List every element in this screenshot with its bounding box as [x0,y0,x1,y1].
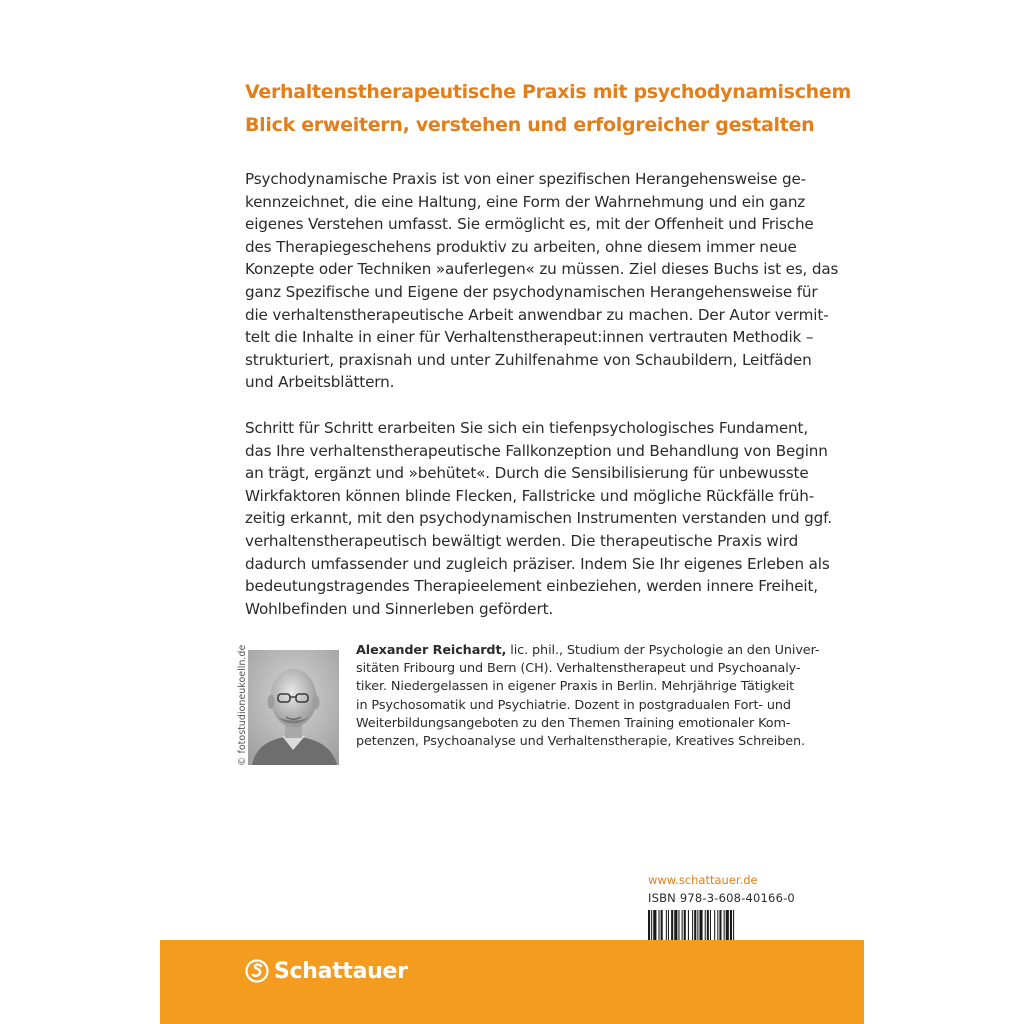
barcode-bar [717,910,718,940]
photo-credit: © fotostudioneukoelln.de [237,644,248,766]
barcode-bar [710,910,711,940]
barcode-bar [724,910,725,940]
barcode-bar [671,910,673,940]
text-line: Konzepte oder Techniken »auferlegen« zu müssen. Ziel dieses Buchs ist es, das [245,260,839,279]
author-name: Alexander Reichardt, [356,643,507,658]
text-line: das Ihre verhaltenstherapeutische Fallkonzeption und Behandlung von Beginn [245,441,828,460]
text-line: verhaltenstherapeutisch bewältigt werden. Die therapeutische Praxis wird [245,531,799,550]
barcode-bar [674,910,677,940]
text-line: Psychodynamische Praxis ist von einer spezifischen Herangehensweise ge- [245,170,806,188]
bio-text: lic. phil., Studium der Psychologie an den Univer- [506,643,820,658]
barcode-bar [726,910,729,940]
barcode-bar [692,910,693,940]
barcode-bar [707,910,709,940]
bio-line: Weiterbildungsangeboten zu den Themen Training emotionaler Kom- [356,715,791,731]
text-line: kennzeichnet, die eine Haltung, eine Form der Wahrnehmung und ein ganz [245,192,806,211]
barcode-bar [697,910,698,940]
bio-first-line [356,642,820,660]
description-paragraph-1 [245,168,839,394]
isbn: ISBN 978-3-608-40166-0 [648,891,795,905]
author-portrait-image [248,650,339,765]
title-line-2: Blick erweitern, verstehen und erfolgreicher gestalten [245,114,815,136]
barcode-bar [653,910,656,940]
barcode-bar [730,910,732,940]
barcode-bar [694,910,696,940]
publisher-logo [244,958,408,984]
text-line: telt die Inhalte in einer für Verhaltenstherapeut:innen vertrauten Methodik – [245,328,814,347]
text-line: Wohlbefinden und Sinnerleben gefördert. [245,599,554,618]
barcode-bar [678,910,679,940]
barcode-bar [651,910,652,940]
text-line: eigenes Verstehen umfasst. Sie ermöglicht es, mit der Offenheit und Frische [245,215,814,234]
schattauer-logo-icon [244,958,270,984]
text-line: ganz Spezifische und Eigene der psychodynamischen Herangehensweise für [245,282,818,301]
author-photo [248,650,339,765]
text-line: des Therapiegeschehens produktiv zu arbeiten, ohne diesem immer neue [245,237,797,256]
barcode-bar [688,910,689,940]
barcode-bar [719,910,721,940]
author-bio [356,642,820,751]
barcode-bar [661,910,663,940]
text-line: die verhaltenstherapeutische Arbeit anwendbar zu machen. Der Autor vermit- [245,305,829,324]
publisher-footer [160,940,864,1024]
text-line: an trägt, ergänzt und »behütet«. Durch die Sensibilisierung für unbewusste [245,464,809,483]
text-line: Schritt für Schritt erarbeiten Sie sich ein tiefenpsychologisches Fundament, [245,419,808,437]
bio-line: in Psychosomatik und Psychiatrie. Dozent in postgradualen Fort- und [356,697,791,713]
text-line: Wirkfaktoren können blinde Flecken, Fallstricke und mögliche Rückfälle früh- [245,486,815,505]
barcode-bar [648,910,650,940]
bio-line: sitäten Fribourg und Bern (CH). Verhaltenstherapeut und Psychoanaly- [356,661,801,677]
text-line: bedeutungstragendes Therapieelement einbeziehen, werden innere Freiheit, [245,577,818,596]
barcode-bar [666,910,667,940]
barcode-bar [684,910,686,940]
description-paragraph-2 [245,417,832,620]
text-line: zeitig erkannt, mit den psychodynamischen Instrumenten verstanden und ggf. [245,509,832,528]
publisher-url[interactable]: www.schattauer.de [648,873,758,887]
barcode-bar [699,910,702,940]
barcode-bar [682,910,683,940]
text-line: dadurch umfassender und zugleich präziser. Indem Sie Ihr eigenes Erleben als [245,554,830,573]
text-line: und Arbeitsblättern. [245,373,395,392]
barcode [648,910,781,940]
barcode-bar [714,910,715,940]
title-line-1: Verhaltenstherapeutische Praxis mit psychodynamischem [245,81,851,103]
book-title [245,76,851,142]
bio-line: tiker. Niedergelassen in eigener Praxis in Berlin. Mehrjährige Tätigkeit [356,679,795,695]
barcode-bar [705,910,706,940]
barcode-bar [659,910,660,940]
bio-line: petenzen, Psychoanalyse und Verhaltenstherapie, Kreatives Schreiben. [356,734,806,750]
text-line: strukturiert, praxisnah und unter Zuhilfenahme von Schaubildern, Leitfäden [245,350,812,369]
barcode-bar [733,910,734,940]
publisher-name: Schattauer [274,958,408,984]
barcode-bar [668,910,669,940]
